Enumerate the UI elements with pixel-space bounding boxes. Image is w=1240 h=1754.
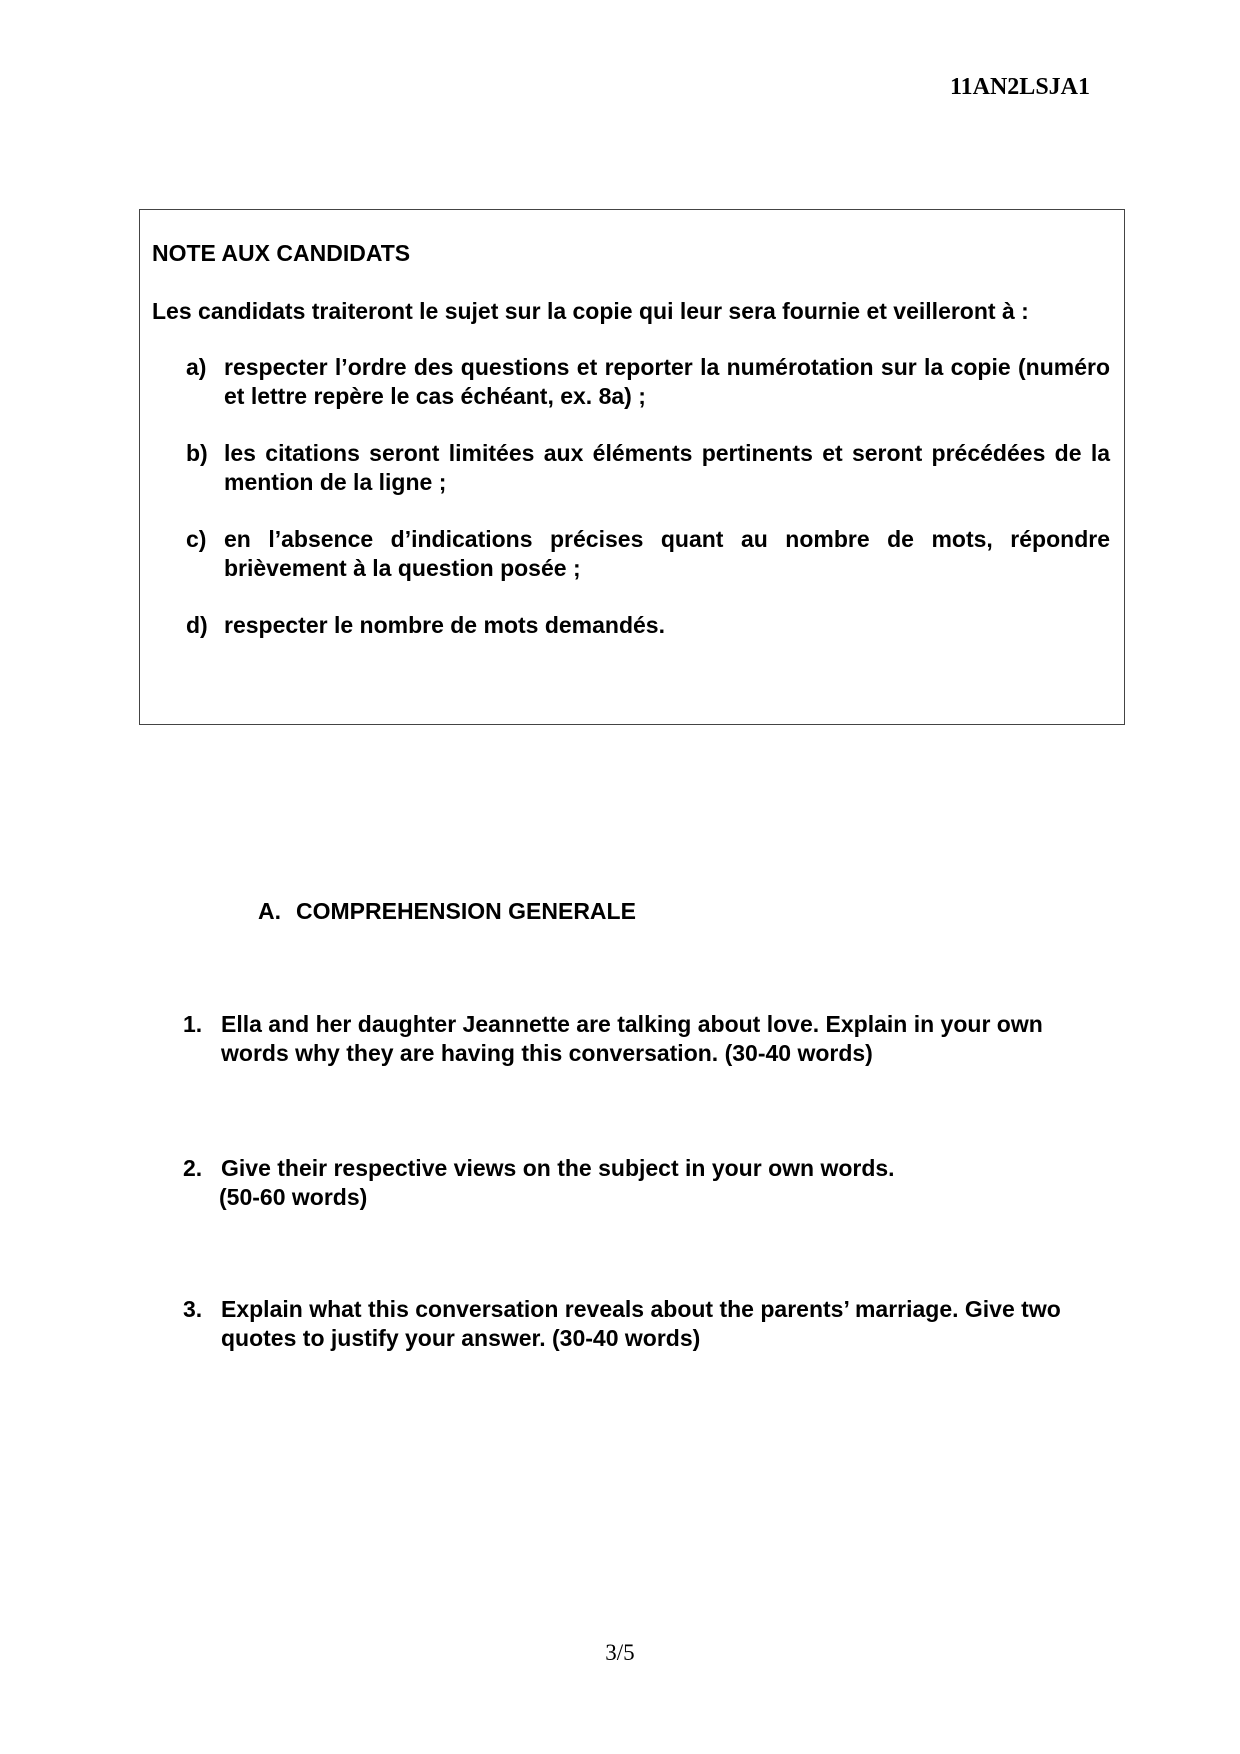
note-title: NOTE AUX CANDIDATS <box>152 240 411 266</box>
note-item-d <box>186 611 1110 640</box>
note-to-candidates-box <box>139 209 1125 725</box>
question-text <box>221 1154 1103 1212</box>
note-item-a <box>186 353 1110 411</box>
page-number: 3/5 <box>605 1640 635 1665</box>
note-item-letter: a) <box>186 354 207 380</box>
note-item-text: en l’absence d’indications précises quant au nombre de mots, répondre brièvement à la question posée ; <box>224 526 1110 581</box>
note-item-b <box>186 439 1110 497</box>
question-2 <box>183 1154 1103 1212</box>
section-heading <box>258 898 636 925</box>
section-letter: A. <box>258 898 281 924</box>
section-title: COMPREHENSION GENERALE <box>296 898 636 924</box>
question-number: 1. <box>183 1011 203 1037</box>
note-item-letter: c) <box>186 526 207 552</box>
note-item-text: les citations seront limitées aux éléments pertinents et seront précédées de la mention de la ligne ; <box>224 440 1110 495</box>
question-text-line2: (50-60 words) <box>219 1184 368 1210</box>
note-intro: Les candidats traiteront le sujet sur la copie qui leur sera fournie et veilleront à : <box>152 298 1029 324</box>
note-item-letter: b) <box>186 440 208 466</box>
note-item-c <box>186 525 1110 583</box>
question-text: Explain what this conversation reveals about the parents’ marriage. Give two quotes to justify your answer. (30-40 words) <box>221 1296 1061 1351</box>
question-text: Ella and her daughter Jeannette are talking about love. Explain in your own words why they are having this conversation. (30-40 words) <box>221 1011 1043 1066</box>
question-3 <box>183 1295 1103 1353</box>
question-number: 3. <box>183 1296 203 1322</box>
question-text-line1: Give their respective views on the subject in your own words. <box>221 1155 895 1181</box>
document-code: 11AN2LSJA1 <box>949 74 1090 100</box>
question-1 <box>183 1010 1103 1068</box>
note-list <box>186 353 1110 668</box>
note-item-letter: d) <box>186 612 208 638</box>
question-number: 2. <box>183 1155 203 1181</box>
note-item-text: respecter l’ordre des questions et reporter la numérotation sur la copie (numéro et lettre repère le cas échéant, ex. 8a) ; <box>224 354 1110 409</box>
note-item-text: respecter le nombre de mots demandés. <box>224 612 665 638</box>
